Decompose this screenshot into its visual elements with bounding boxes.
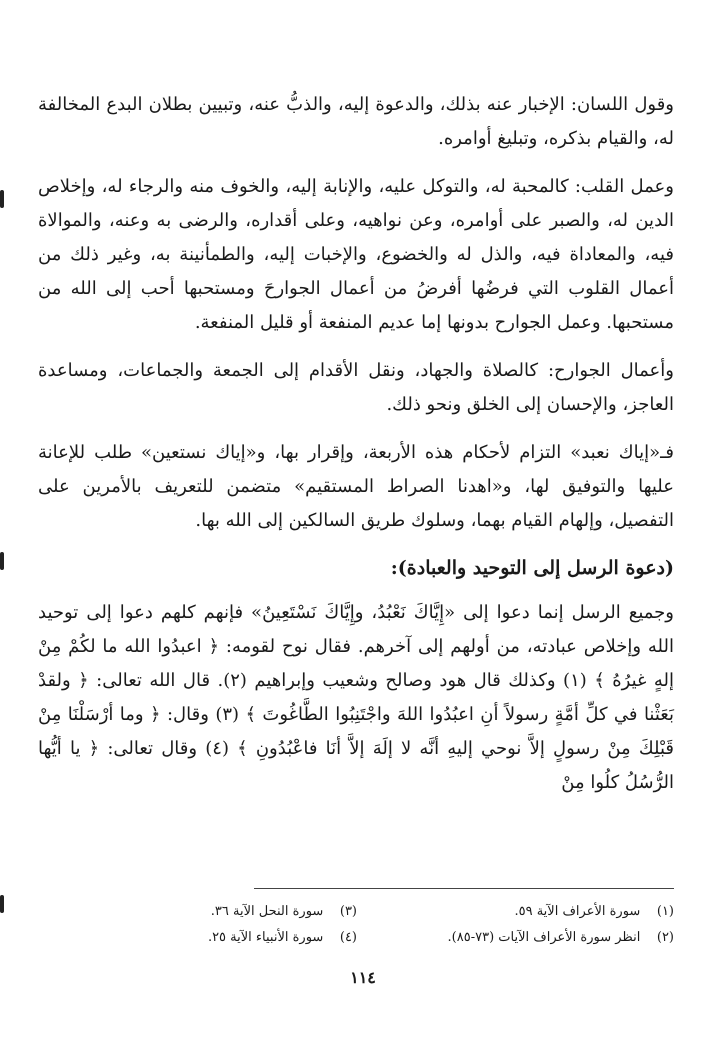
footnote-number: (٢) [656, 930, 674, 945]
binding-mark [0, 552, 4, 570]
page-body [38, 88, 674, 814]
binding-mark [0, 190, 4, 208]
footnote-number: (٣) [339, 904, 357, 919]
paragraph-limb-deeds: وأعمال الجوارح: كالصلاة والجهاد، ونقل الأقدام إلى الجمعة والجماعات، ومساعدة العاجز، والإحسان إلى الخلق ونحو ذلك. [38, 360, 674, 415]
binding-mark [0, 895, 4, 913]
paragraph-iyyaka-nabudu: فـ«إياك نعبد» التزام لأحكام هذه الأربعة، وإقرار بها، و«إياك نستعين» طلب للإعانة عليها والتوفيق لها، و«اهدنا الصراط المستقيم» متضمن للتعريف بالأمرين على التفصيل، وإلهام القيام بهما، وسلوك طريق السالكين إلى الله بها. [38, 442, 674, 531]
paragraph-tongue-speech: وقول اللسان: الإخبار عنه بذلك، والدعوة إليه، والذبُّ عنه، وتبيين بطلان البدع المخالفة له، والقيام بذكره، وتبليغ أوامره. [38, 94, 674, 149]
footnote-item [40, 899, 357, 925]
footnote-number: (١) [656, 904, 674, 919]
footnote-text: انظر سورة الأعراف الآيات (٧٣-٨٥). [447, 930, 641, 945]
section-heading: (دعوة الرسل إلى التوحيد والعبادة): [390, 557, 674, 579]
footnote-text: سورة الأنبياء الآية ٢٥. [207, 930, 324, 945]
footnote-item [357, 899, 674, 925]
footnote-text: سورة الأعراف الآية ٥٩. [514, 904, 641, 919]
footnotes [40, 888, 674, 951]
footnote-item [357, 925, 674, 951]
footnote-divider [254, 888, 674, 889]
paragraph-heart-deeds: وعمل القلب: كالمحبة له، والتوكل عليه، والإنابة إليه، والخوف منه والرجاء له، وإخلاص الدين له، والصبر على أوامره، وعن نواهيه، وعلى أقداره، والرضى به وعنه، والموالاة فيه، والمعاداة فيه، والذل له والخضوع، والإخبات إليه، والطمأنينة به، وغير ذلك من أعمال القلوب التي فرضُها أفرضُ من أعمال الجوارحَ ومستحبها أحب إلى الله من مستحبها. وعمل الجوارح بدونها إما عديم المنفعة أو قليل المنفعة. [38, 176, 674, 333]
paragraph-messengers-call: وجميع الرسل إنما دعوا إلى «إِيَّاكَ نَعْبُدُ، وإِيَّاكَ نَسْتَعِينُ» فإنهم كلهم دعوا إلى توحيد الله وإخلاص عبادته، من أولهم إلى آخرهم. فقال نوح لقومه: ﴿ اعبدُوا الله ما لكُمْ مِنْ إلهٍ غيرُهُ ﴾ (١) وكذلك قال هود وصالح وشعيب وإبراهيم (٢). قال الله تعالى: ﴿ ولقدْ بَعَثْنا في كلِّ أمَّةٍ رسولاً أنِ اعبُدُوا اللهَ واجْتَنِبُوا الطَّاغُوتَ ﴾ (٣) وقال: ﴿ وما أرْسَلْنَا مِنْ قَبْلِكَ مِنْ رسولٍ إلاَّ نوحي إليهِ أنَّه لا إلَهَ إلاَّ أنَا فاعْبُدُونِ ﴾ (٤) وقال تعالى: ﴿ يا أيُّها الرُّسُلُ كلُوا مِنْ [38, 602, 675, 793]
footnote-row [40, 899, 674, 925]
footnote-number: (٤) [339, 930, 357, 945]
page-number: ١١٤ [350, 968, 376, 987]
footnote-row [40, 925, 674, 951]
footnote-text: سورة النحل الآية ٣٦. [210, 904, 324, 919]
footnote-item [40, 925, 357, 951]
